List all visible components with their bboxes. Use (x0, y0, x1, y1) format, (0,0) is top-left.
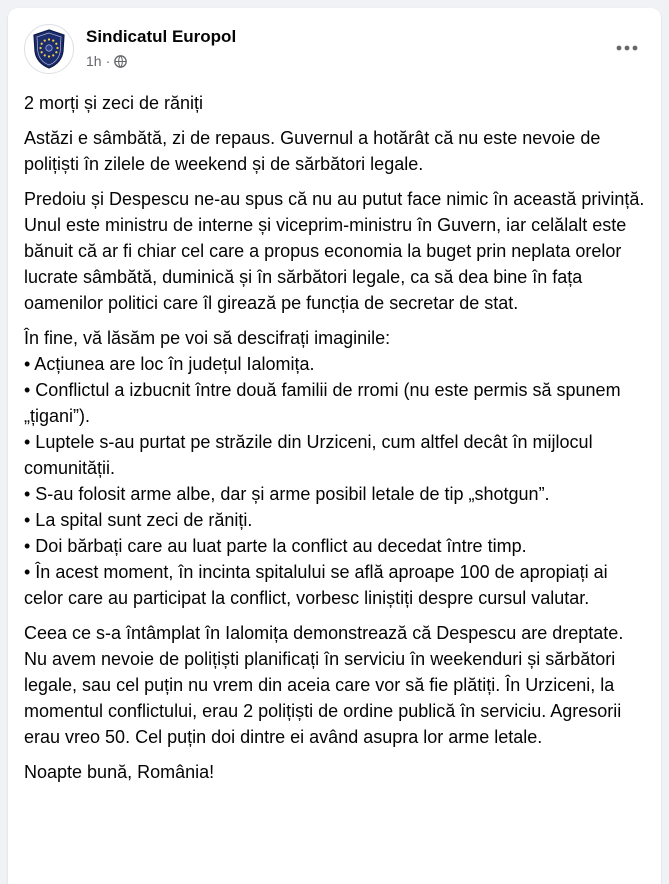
meta-separator: · (105, 53, 111, 69)
page-avatar[interactable] (24, 24, 74, 74)
globe-icon[interactable] (114, 55, 127, 68)
post-closing: Noapte bună, România! (24, 762, 215, 782)
list-item: • Doi bărbați care au luat parte la conflict au decedat între timp. (24, 536, 527, 556)
badge-star (44, 54, 46, 56)
list-item: • La spital sunt zeci de răniți. (24, 510, 253, 530)
list-item: • În acest moment, în incinta spitalului se află aproape 100 de apropiați ai celor care au participat la conflict, vorbesc liniștiți despre cursul valutar. (24, 562, 608, 608)
page-name[interactable]: Sindicatul Europol (86, 27, 237, 46)
more-options-icon (616, 45, 638, 51)
post-headline: 2 morți și zeci de răniți (24, 93, 204, 113)
post-text (24, 90, 649, 794)
badge-star (52, 54, 54, 56)
post-paragraph-2: Predoiu și Despescu ne-au spus că nu au putut face nimic în această privință. Unul este ministru de interne și viceprim-ministru în Guvern, iar celălalt este bănuit că ar fi chiar cel care a propus economia la buget prin neplata orelor lucrate sâmbătă, duminică și în sărbători legale, ca să dea bine în fața oamenilor politici care îl girează pe funcția de secretar de stat. (24, 189, 645, 313)
list-item: • S-au folosit arme albe, dar și arme posibil letale de tip „shotgun”. (24, 484, 550, 504)
post-paragraph-1: Astăzi e sâmbătă, zi de repaus. Guvernul a hotărât că nu este nevoie de polițiști în zilele de weekend și de sărbători legale. (24, 128, 601, 174)
badge-star (55, 51, 57, 53)
post-card (8, 8, 661, 884)
badge-star (56, 47, 58, 49)
more-options-button[interactable] (609, 30, 645, 66)
list-item: • Conflictul a izbucnit între două familii de rromi (nu este permis să spunem „țigani”). (24, 380, 621, 426)
list-intro: În fine, vă lăsăm pe voi să descifrați imaginile: (24, 328, 391, 348)
europol-badge-icon (31, 29, 67, 69)
badge-star (41, 51, 43, 53)
badge-star (52, 40, 54, 42)
list-item: • Luptele s-au purtat pe străzile din Urziceni, cum altfel decât în mijlocul comunității. (24, 432, 593, 478)
badge-star (48, 55, 50, 57)
post-paragraph-3 (24, 325, 649, 611)
badge-star (48, 38, 50, 40)
post-meta (86, 53, 127, 69)
post-header (24, 24, 645, 76)
post-paragraph-4: Ceea ce s-a întâmplat în Ialomița demonstrează că Despescu are dreptate. Nu avem nevoie de polițiști planificați în serviciu în weekenduri și sărbători legale, sau cel puțin nu vrem din aceia care vor să fie plătiți. În Urziceni, la momentul conflictului, erau 2 polițiști de ordine publică în serviciu. Agresorii erau vreo 50. Cel puțin doi dintre ei având asupra lor arme letale. (24, 623, 624, 747)
post-time[interactable]: 1h (86, 53, 102, 69)
badge-star (39, 47, 41, 49)
badge-star (55, 43, 57, 45)
list-item: • Acțiunea are loc în județul Ialomița. (24, 354, 315, 374)
badge-star (44, 40, 46, 42)
badge-star (41, 43, 43, 45)
